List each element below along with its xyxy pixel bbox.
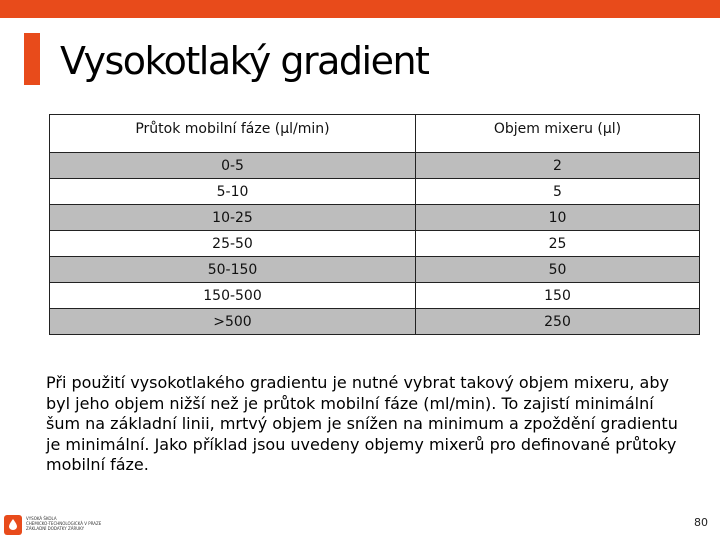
flow-rate-cell: 10-25: [50, 205, 416, 231]
logo-line-2: CHEMICKO-TECHNOLOGICKÁ V PRAZE: [26, 521, 102, 526]
logo-text: [26, 516, 122, 531]
header-mixer-volume: Objem mixeru (μl): [416, 115, 700, 153]
table-row: [50, 283, 700, 309]
flow-rate-cell: 0-5: [50, 153, 416, 179]
header-flow-rate: Průtok mobilní fáze (μl/min): [50, 115, 416, 153]
table-row: [50, 257, 700, 283]
table-row: [50, 205, 700, 231]
mixer-volume-cell: 250: [416, 309, 700, 335]
slide-title: Vysokotlaký gradient: [60, 39, 429, 83]
flow-rate-cell: 5-10: [50, 179, 416, 205]
mixer-volume-cell: 150: [416, 283, 700, 309]
table-row: [50, 309, 700, 335]
table-row: [50, 179, 700, 205]
title-accent-bar: [24, 33, 40, 85]
top-accent-bar: [0, 0, 720, 18]
flow-rate-cell: 150-500: [50, 283, 416, 309]
table-row: [50, 231, 700, 257]
mixer-volume-cell: 5: [416, 179, 700, 205]
table-row: [50, 153, 700, 179]
drop-icon: [9, 519, 17, 530]
flow-rate-cell: >500: [50, 309, 416, 335]
mixer-volume-cell: 10: [416, 205, 700, 231]
flow-rate-cell: 25-50: [50, 231, 416, 257]
flow-rate-cell: 50-150: [50, 257, 416, 283]
school-logo: [4, 515, 124, 537]
logo-line-1: VYSOKÁ ŠKOLA: [26, 516, 57, 521]
mixer-volume-cell: 50: [416, 257, 700, 283]
mixer-volume-table: [49, 114, 700, 335]
table-header-row: [50, 115, 700, 153]
body-paragraph: Při použití vysokotlakého gradientu je nutné vybrat takový objem mixeru, aby byl jeho objem nižší než je průtok mobilní fáze (ml/min). To zajistí minimální šum na základní linii, mrtvý objem je snížen na minimum a zpoždění gradientu je minimální. Jako příklad jsou uvedeny objemy mixerů pro definované průtoky mobilní fáze.: [46, 373, 678, 474]
logo-line-3: ZÁKLADNÍ DODATKY ZÁRUKY: [26, 526, 85, 531]
page-number: 80: [694, 516, 708, 529]
logo-mark: [4, 515, 22, 535]
mixer-volume-cell: 2: [416, 153, 700, 179]
mixer-volume-cell: 25: [416, 231, 700, 257]
